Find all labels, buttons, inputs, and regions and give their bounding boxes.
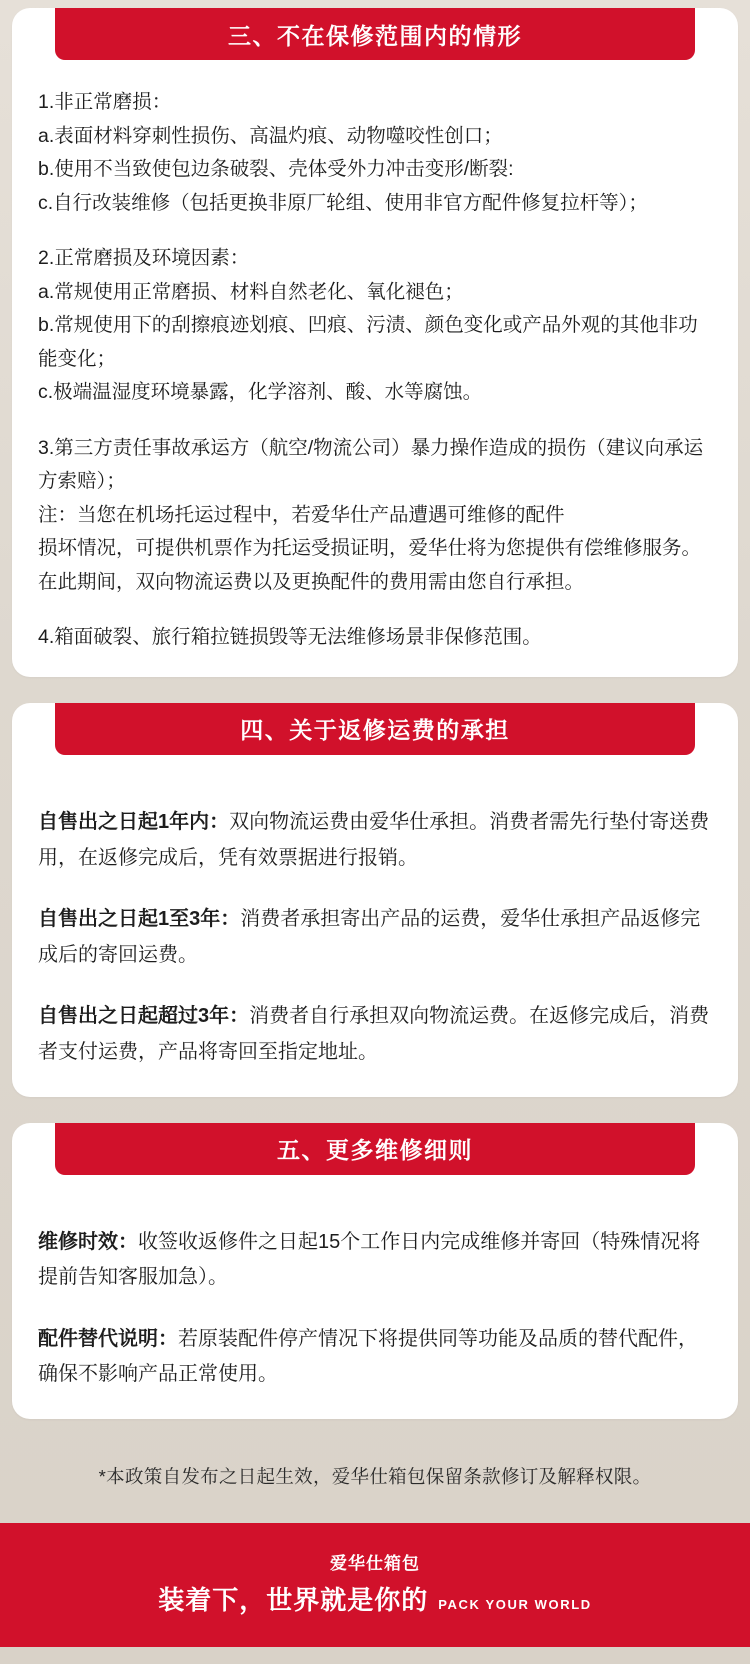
term-label: 维修时效： (38, 1230, 138, 1253)
clause-line: b.常规使用下的刮擦痕迹划痕、凹痕、污渍、颜色变化或产品外观的其他非功能变化； (38, 314, 698, 370)
clause-line: c.自行改装维修（包括更换非原厂轮组、使用非官方配件修复拉杆等）； (38, 191, 648, 214)
clause-line: 4.箱面破裂、旅行箱拉链损毁等无法维修场景非保修范围。 (38, 626, 542, 649)
page-footer (0, 1523, 750, 1647)
section-card-details (12, 1123, 738, 1419)
slogan-row (0, 1580, 750, 1617)
term-label: 自售出之日起超过3年： (38, 1005, 250, 1028)
detail-term (38, 1225, 712, 1296)
shipping-term (38, 999, 712, 1070)
term-text: 消费者自行承担双向物流运费。在返修完成后，消费者支付运费，产品将寄回至指定地址。 (38, 1005, 710, 1063)
clause-line: a.常规使用正常磨损、材料自然老化、氧化褪色； (38, 280, 464, 303)
section-card-exclusions (12, 8, 738, 677)
brand-name: 爱华仕箱包 (330, 1553, 420, 1573)
section-header-details (55, 1123, 695, 1175)
spacer (38, 599, 712, 621)
brand-slogan-en: PACK YOUR WORLD (438, 1596, 592, 1612)
policy-footnote: *本政策自发布之日起生效，爱华仕箱包保留条款修订及解释权限。 (98, 1465, 652, 1487)
clause-line: 2.正常磨损及环境因素： (38, 247, 250, 270)
section-header-exclusions (55, 8, 695, 60)
section-title: 四、关于返修运费的承担 (240, 717, 510, 744)
shipping-term (38, 902, 712, 973)
term-label: 自售出之日起1至3年： (38, 908, 241, 931)
clause-line: b.使用不当致使包边条破裂、壳体受外力冲击变形/断裂: (38, 158, 514, 181)
spacer (38, 220, 712, 242)
clause-line: 1.非正常磨损： (38, 91, 172, 113)
term-text: 若原装配件停产情况下将提供同等功能及品质的替代配件，确保不影响产品正常使用。 (38, 1327, 698, 1386)
section-title: 三、不在保修范围内的情形 (228, 22, 522, 49)
detail-term (38, 1322, 712, 1393)
clause-line: 损坏情况，可提供机票作为托运受损证明，爱华仕将为您提供有偿维修服务。在此期间，双向物流运费以及更换配件的费用需由您自行承担。 (38, 537, 702, 593)
term-label: 自售出之日起1年内： (38, 810, 230, 833)
section-body-exclusions (12, 60, 738, 655)
clause-line: 注：当您在机场托运过程中，若爱华仕产品遭遇可维修的配件 (38, 503, 565, 526)
clause-line: a.表面材料穿刺性损伤、高温灼痕、动物噬咬性创口； (38, 124, 503, 147)
brand-slogan: 装着下，世界就是你的 (158, 1584, 429, 1615)
shipping-term (38, 805, 712, 876)
spacer (38, 410, 712, 432)
section-title: 五、更多维修细则 (277, 1137, 473, 1164)
term-text: 双向物流运费由爱华仕承担。消费者需先行垫付寄送费用，在返修完成后，凭有效票据进行报销。 (38, 810, 710, 869)
term-text: 消费者承担寄出产品的运费，爱华仕承担产品返修完成后的寄回运费。 (38, 908, 701, 966)
section-header-shipping (55, 703, 695, 755)
term-text: 收签收返修件之日起15个工作日内完成维修并寄回（特殊情况将提前告知客服加急）。 (38, 1230, 701, 1289)
clause-line: c.极端温湿度环境暴露，化学溶剂、酸、水等腐蚀。 (38, 381, 483, 404)
section-body-details (12, 1175, 738, 1393)
clause-line: 3.第三方责任事故承运方（航空/物流公司）暴力操作造成的损伤（建议向承运方索赔）； (38, 436, 704, 493)
section-body-shipping (12, 755, 738, 1071)
term-label: 配件替代说明： (38, 1327, 178, 1350)
section-card-shipping (12, 703, 738, 1097)
